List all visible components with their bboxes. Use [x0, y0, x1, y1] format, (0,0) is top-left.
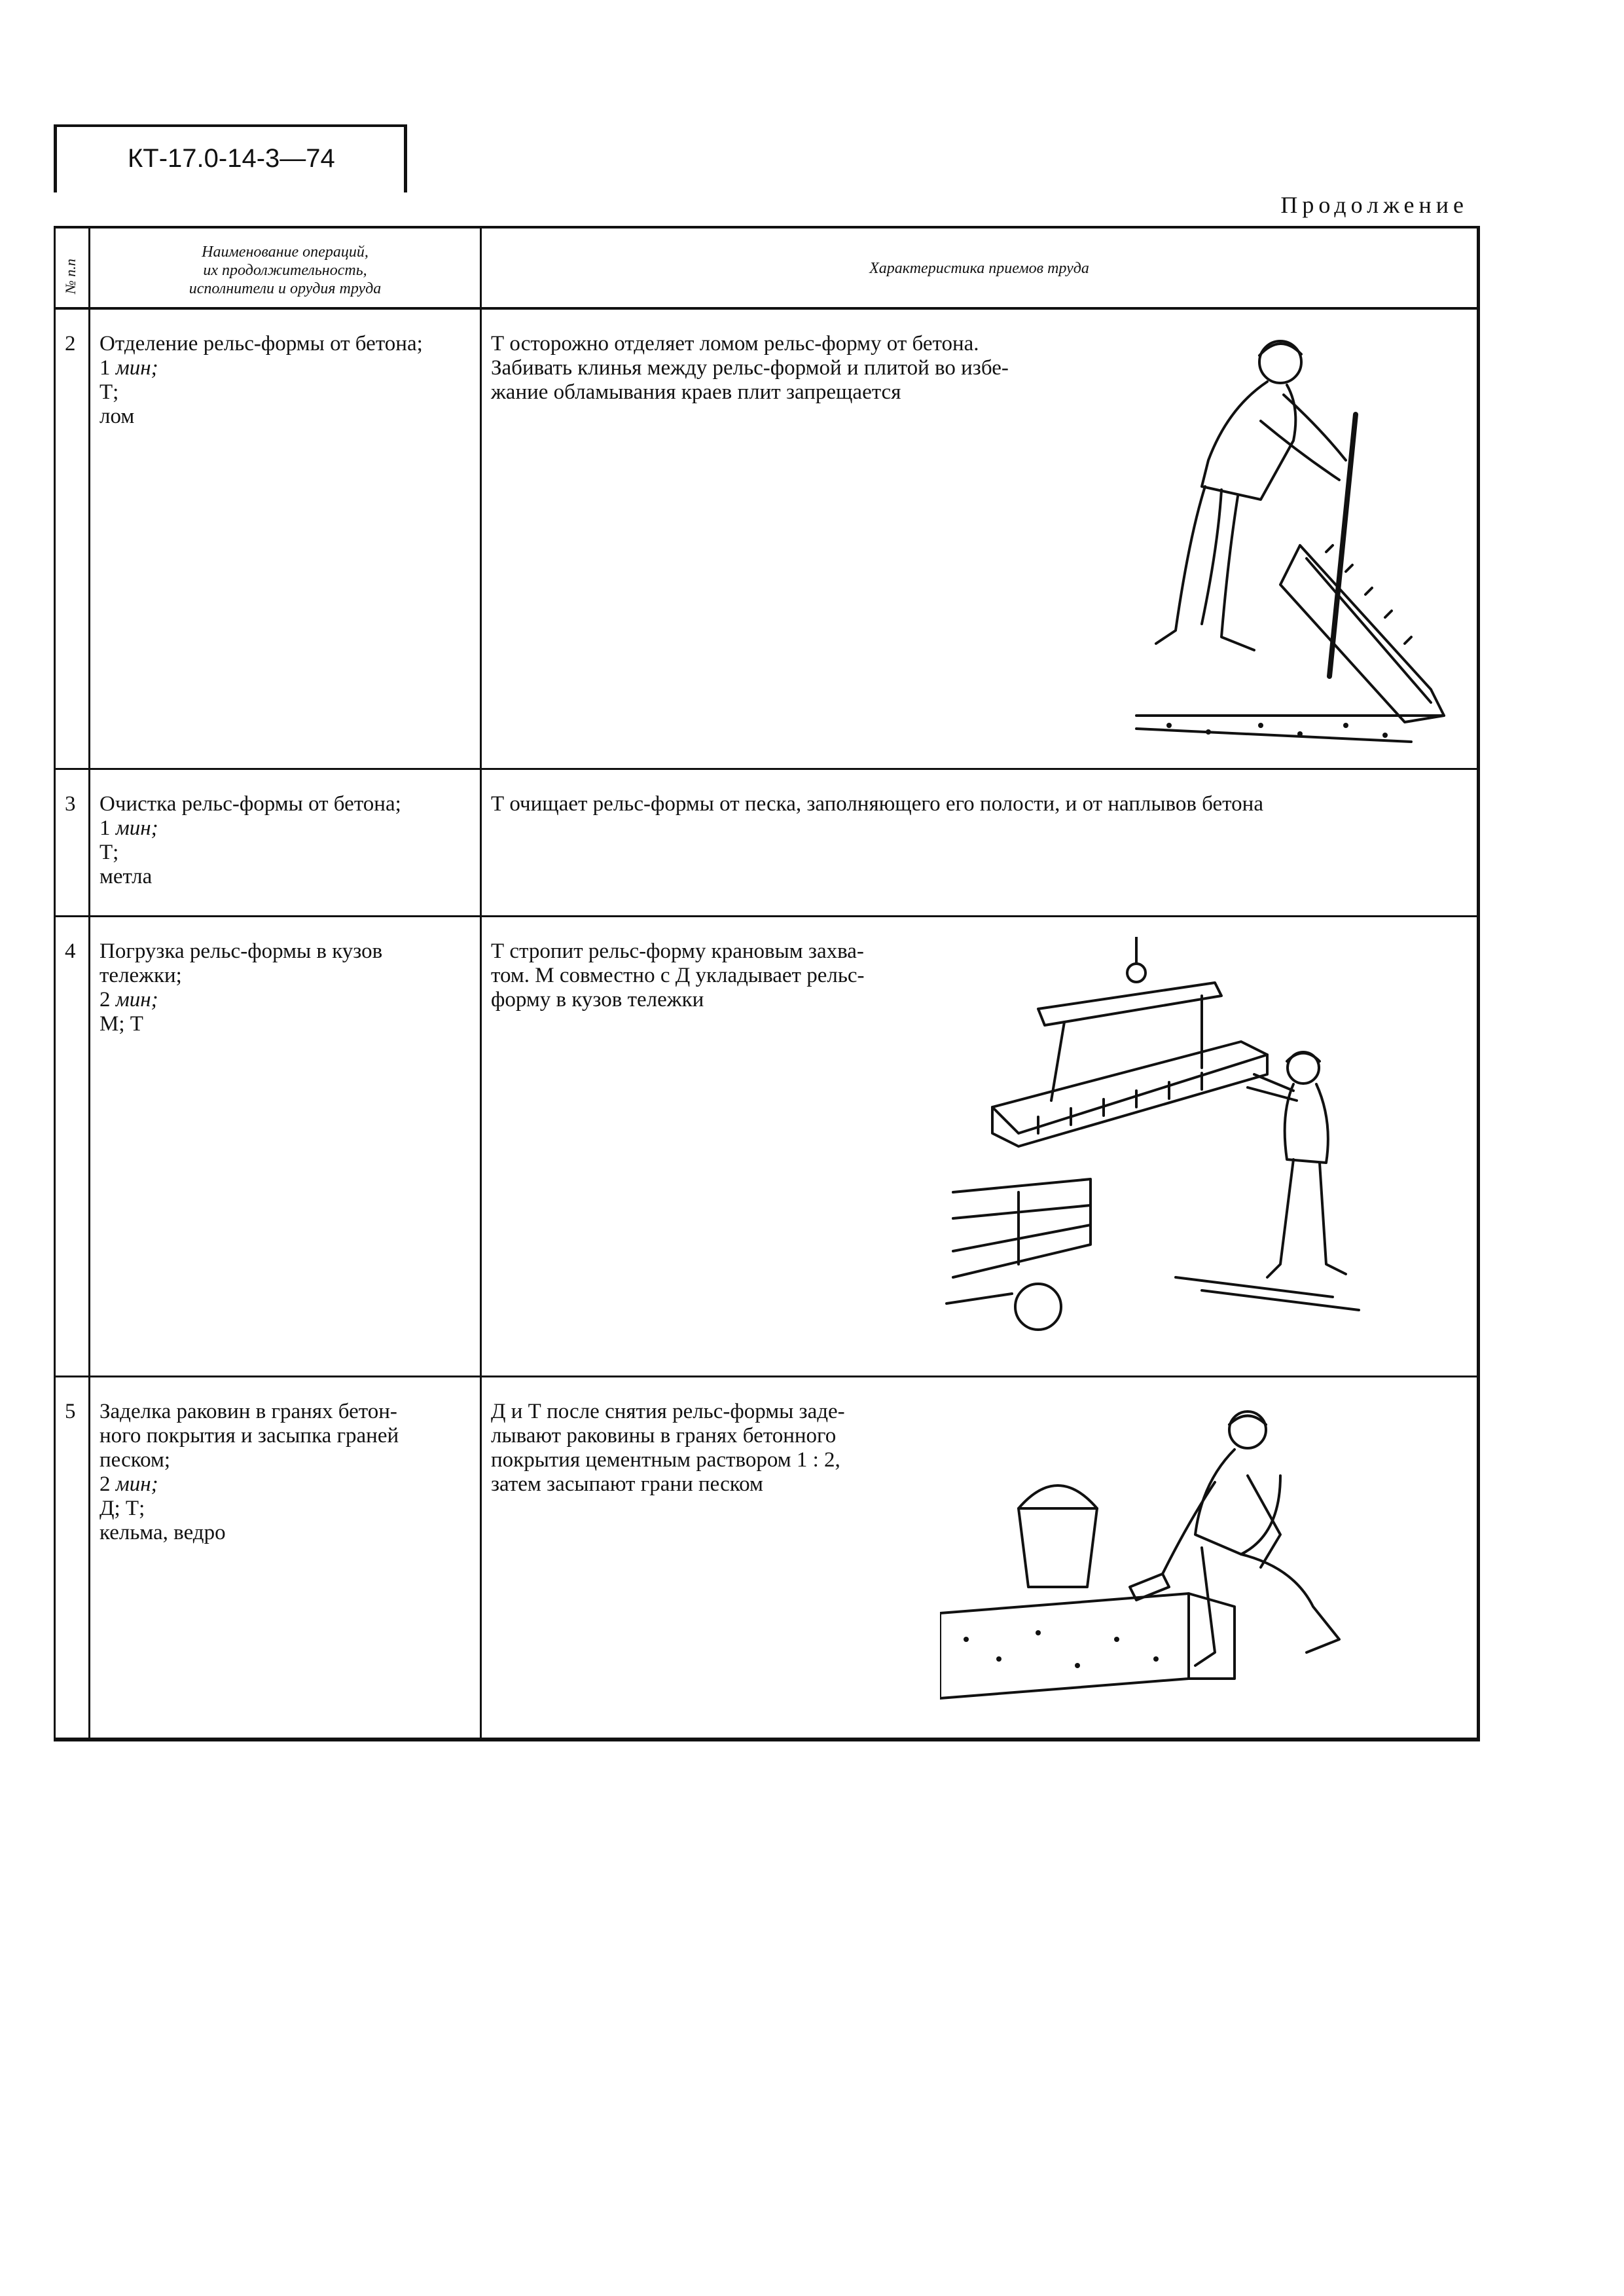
table-row — [56, 770, 1477, 917]
operation-title: Отделение рельс-формы от бетона; — [99, 332, 423, 355]
operation-tools: метла — [99, 865, 153, 888]
row-number: 5 — [65, 1400, 76, 1423]
operation-cell — [90, 1377, 482, 1738]
description-cell — [482, 917, 1477, 1376]
operation-title: песком; — [99, 1448, 171, 1472]
operation-duration: 2 мин; — [99, 988, 158, 1011]
header-operation-cell — [90, 228, 482, 307]
header-num-label: № п.п — [62, 259, 79, 294]
description-line: Забивать клинья между рельс-формой и плитой во избе- — [491, 356, 1009, 380]
operation-duration: 1 мин; — [99, 356, 158, 380]
description-line: Д и Т после снятия рельс-формы заде- — [491, 1400, 845, 1423]
operation-workers: Т; — [99, 841, 119, 864]
row-number: 3 — [65, 792, 76, 816]
continuation-label: Продолжение — [1280, 192, 1468, 218]
description-cell — [482, 310, 1477, 768]
description-line: жание обламывания краев плит запрещается — [491, 380, 901, 404]
document-code: КТ-17.0-14-3—74 — [128, 144, 335, 173]
operation-workers: Т; — [99, 380, 119, 404]
description-line: покрытия цементным раствором 1 : 2, — [491, 1448, 840, 1472]
operations-table — [54, 226, 1480, 1741]
operation-tools: кельма, ведро — [99, 1521, 226, 1544]
operation-cell — [90, 917, 482, 1376]
table-row — [56, 310, 1477, 770]
worker-with-crowbar-illustration — [1130, 323, 1457, 755]
operation-cell — [90, 770, 482, 915]
document-code-box — [54, 124, 407, 192]
description-cell — [482, 1377, 1477, 1738]
description-line: форму в кузов тележки — [491, 988, 704, 1011]
header-operation-line: Наименование операций, — [202, 244, 369, 261]
operation-title: Погрузка рельс-формы в кузов — [99, 939, 383, 963]
header-description-label: Характеристика приемов труда — [869, 260, 1089, 277]
table-row — [56, 1377, 1477, 1738]
header-operation-label — [90, 243, 480, 298]
description-line: Т стропит рельс-форму крановым захва- — [491, 939, 864, 963]
description-line: лывают раковины в гранях бетонного — [491, 1424, 837, 1448]
operation-tools: лом — [99, 405, 135, 428]
description-line: Т очищает рельс-формы от песка, заполняющего его полости, и от наплывов бетона — [491, 792, 1263, 816]
worker-loading-rail-form-illustration — [940, 937, 1385, 1356]
row-number: 4 — [65, 939, 76, 963]
header-num-cell — [56, 228, 90, 307]
description-line: том. М совместно с Д укладывает рельс- — [491, 964, 865, 987]
worker-trowel-bucket-illustration — [940, 1391, 1385, 1731]
operation-title: тележки; — [99, 964, 182, 987]
operation-workers: М; Т — [99, 1012, 143, 1036]
operation-cell — [90, 310, 482, 768]
table-header-row — [56, 228, 1477, 310]
row-number: 2 — [65, 332, 76, 355]
operation-duration: 2 мин; — [99, 1472, 158, 1496]
header-description-cell — [482, 228, 1477, 307]
table-row — [56, 917, 1477, 1377]
operation-title: Заделка раковин в гранях бетон- — [99, 1400, 397, 1423]
header-operation-line: их продолжительность, — [203, 262, 367, 279]
description-line: затем засыпают грани песком — [491, 1472, 763, 1496]
header-operation-line: исполнители и орудия труда — [189, 280, 382, 297]
description-cell — [482, 770, 1477, 915]
operation-title: ного покрытия и засыпка граней — [99, 1424, 399, 1448]
description-line: Т осторожно отделяет ломом рельс-форму от бетона. — [491, 332, 979, 355]
operation-workers: Д; Т; — [99, 1497, 145, 1520]
operation-title: Очистка рельс-формы от бетона; — [99, 792, 401, 816]
operation-duration: 1 мин; — [99, 816, 158, 840]
